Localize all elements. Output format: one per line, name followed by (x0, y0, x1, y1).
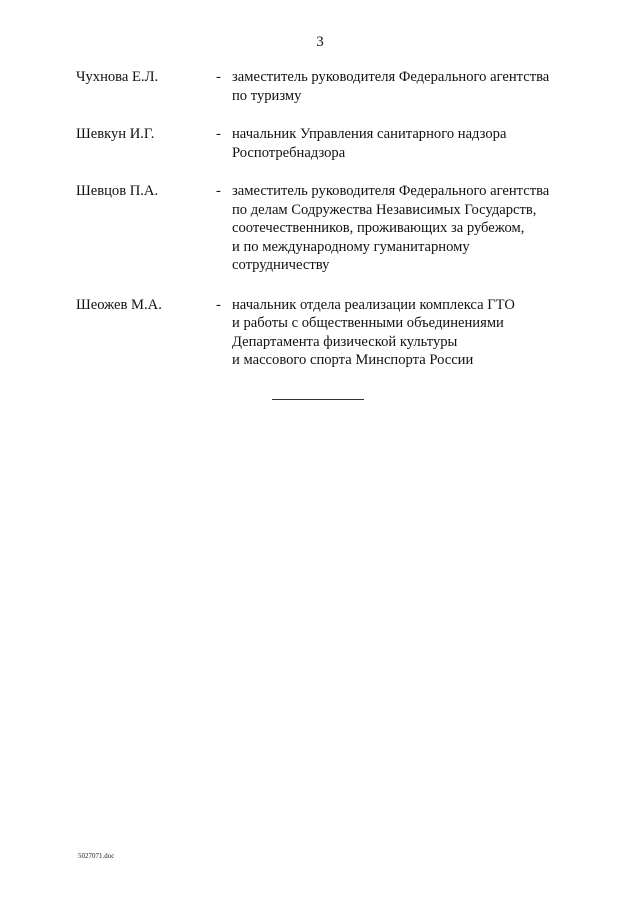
person-name: Шевкун И.Г. (76, 126, 155, 142)
person-position: начальник Управления санитарного надзора Роспотребнадзора (232, 126, 507, 161)
person-name: Шеожев М.А. (76, 296, 162, 313)
list-item (76, 125, 576, 162)
personnel-list (76, 68, 576, 390)
dash-separator: - (216, 69, 221, 85)
person-name: Шевцов П.А. (76, 183, 159, 199)
dash-separator: - (216, 296, 221, 313)
page-number: 3 (316, 34, 324, 50)
end-divider (272, 399, 364, 400)
person-name: Чухнова Е.Л. (76, 69, 159, 85)
person-position: начальник отдела реализации комплекса ГТО и работы с общественными объединениями Департамента физической культуры и массового спорта Минспорта России (232, 296, 515, 368)
list-item (76, 296, 576, 370)
person-position: заместитель руководителя Федерального агентства по туризму (232, 69, 550, 104)
list-item (76, 182, 576, 275)
file-code: 5027071.doc (78, 852, 115, 860)
list-item (76, 68, 576, 105)
person-position: заместитель руководителя Федерального агентства по делам Содружества Независимых Государств, соотечественников, проживающих за рубежом, и по международному гуманитарному сотрудничеству (232, 183, 550, 273)
dash-separator: - (216, 183, 221, 199)
dash-separator: - (216, 126, 221, 142)
